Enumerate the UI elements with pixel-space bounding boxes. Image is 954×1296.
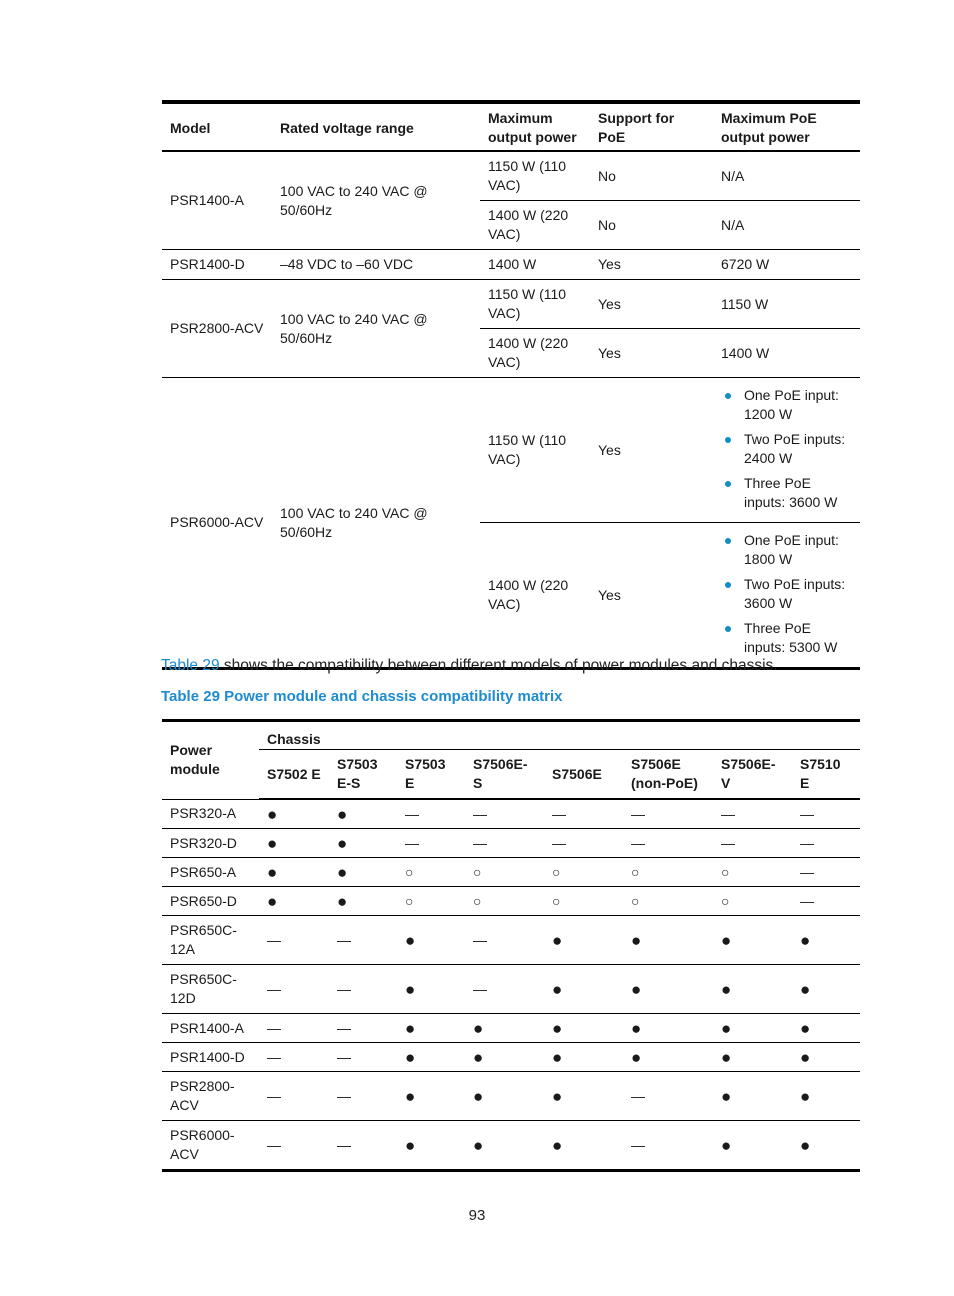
supported-mark: ● [792, 1072, 860, 1121]
power-module-cell: PSR1400-A [162, 1014, 259, 1043]
power-cell: 1400 W (220 VAC) [480, 329, 590, 378]
not-supported-mark: — [544, 829, 623, 858]
supported-mark: ● [465, 1014, 544, 1043]
supported-mark: ● [397, 1014, 465, 1043]
table-header-row [162, 750, 860, 800]
header-poe-support: Support for PoE [590, 102, 713, 151]
supported-mark: ● [259, 858, 329, 887]
supported-mark: ● [623, 1043, 713, 1072]
not-supported-mark: — [800, 805, 814, 822]
poe-cell: Yes [590, 280, 713, 329]
supported-mark: ● [329, 858, 397, 887]
partial-support-mark: ○ [544, 858, 623, 887]
not-supported-mark: — [473, 805, 487, 822]
supported-mark: ● [465, 1043, 544, 1072]
supported-mark: ● [397, 965, 465, 1014]
supported-mark: ● [397, 1121, 465, 1171]
not-supported-mark: — [329, 1014, 397, 1043]
not-supported-mark: — [465, 916, 544, 965]
table-row [162, 378, 860, 523]
header-chassis-model: S7510 E [792, 750, 860, 800]
model-cell: PSR1400-D [162, 250, 272, 280]
max-poe-list [721, 531, 852, 657]
power-cell: 1400 W (220 VAC) [480, 201, 590, 250]
header-chassis-model: S7506E-S [465, 750, 544, 800]
not-supported-mark: — [259, 965, 329, 1014]
not-supported-mark: — [405, 805, 419, 822]
model-cell: PSR2800-ACV [162, 280, 272, 378]
supported-mark: ● [544, 1121, 623, 1171]
not-supported-mark: — [259, 916, 329, 965]
table-row [162, 829, 860, 858]
header-chassis-model: S7506E (non-PoE) [623, 750, 713, 800]
max-poe-list [721, 386, 852, 512]
supported-mark: ● [544, 916, 623, 965]
header-output-power: Maximum output power [480, 102, 590, 151]
not-supported-mark: — [552, 805, 566, 822]
max-poe-cell: 1150 W [713, 280, 860, 329]
table-row [162, 965, 860, 1014]
not-supported-mark: — [397, 829, 465, 858]
voltage-cell: 100 VAC to 240 VAC @ 50/60Hz [272, 378, 480, 669]
supported-mark: ● [329, 829, 397, 858]
header-chassis-model: S7506E [544, 750, 623, 800]
table-row [162, 151, 860, 201]
not-supported-mark: — [713, 829, 792, 858]
table-row [162, 1043, 860, 1072]
max-poe-cell [713, 378, 860, 523]
supported-mark: ● [337, 804, 348, 824]
not-supported-mark: — [329, 965, 397, 1014]
supported-mark: ● [792, 1121, 860, 1171]
power-module-cell: PSR1400-D [162, 1043, 259, 1072]
power-module-specs-table [162, 100, 860, 670]
partial-support-mark: ○ [397, 858, 465, 887]
supported-mark: ● [713, 1043, 792, 1072]
power-cell: 1150 W (110 VAC) [480, 378, 590, 523]
power-module-cell: PSR2800-ACV [162, 1072, 259, 1121]
max-poe-cell: 1400 W [713, 329, 860, 378]
power-module-cell: PSR650C-12D [162, 965, 259, 1014]
partial-support-mark: ○ [713, 887, 792, 916]
body-paragraph [161, 657, 778, 675]
header-max-poe: Maximum PoE output power [713, 102, 860, 151]
header-chassis-model: S7503 E [397, 750, 465, 800]
supported-mark: ● [544, 1043, 623, 1072]
not-supported-mark: — [792, 829, 860, 858]
not-supported-mark: — [259, 1072, 329, 1121]
not-supported-mark: — [465, 829, 544, 858]
not-supported-mark: — [465, 965, 544, 1014]
supported-mark: ● [465, 1121, 544, 1171]
power-cell: 1400 W [480, 250, 590, 280]
table-row [162, 250, 860, 280]
not-supported-mark: — [721, 805, 735, 822]
supported-mark: ● [397, 1043, 465, 1072]
not-supported-mark: — [329, 1043, 397, 1072]
header-chassis-model: S7503 E-S [329, 750, 397, 800]
max-poe-cell: N/A [713, 201, 860, 250]
supported-mark: ● [465, 1072, 544, 1121]
supported-mark: ● [792, 1014, 860, 1043]
header-chassis: Chassis [259, 721, 860, 750]
supported-mark: ● [792, 965, 860, 1014]
list-item: Two PoE inputs: 3600 W [744, 575, 852, 613]
compatibility-matrix-table [162, 719, 860, 1172]
not-supported-mark: — [792, 858, 860, 887]
supported-mark: ● [397, 916, 465, 965]
partial-support-mark: ○ [623, 858, 713, 887]
table-row [162, 799, 860, 829]
header-chassis-model: S7506E-V [713, 750, 792, 800]
partial-support-mark: ○ [623, 887, 713, 916]
page-number: 93 [468, 1207, 486, 1224]
table-header-row [162, 721, 860, 750]
table-row [162, 1072, 860, 1121]
not-supported-mark: — [259, 1121, 329, 1171]
supported-mark: ● [623, 916, 713, 965]
max-poe-cell: N/A [721, 167, 745, 184]
supported-mark: ● [792, 916, 860, 965]
table-header-row [162, 102, 860, 151]
supported-mark: ● [623, 1014, 713, 1043]
partial-support-mark: ○ [465, 858, 544, 887]
supported-mark: ● [713, 1014, 792, 1043]
poe-cell: No [598, 167, 616, 184]
voltage-cell: 100 VAC to 240 VAC @ 50/60Hz [280, 182, 428, 218]
list-item: Three PoE inputs: 3600 W [744, 474, 852, 512]
supported-mark: ● [792, 1043, 860, 1072]
not-supported-mark: — [631, 805, 645, 822]
poe-cell: Yes [590, 250, 713, 280]
list-item: Two PoE inputs: 2400 W [744, 430, 852, 468]
partial-support-mark: ○ [465, 887, 544, 916]
supported-mark: ● [397, 1072, 465, 1121]
max-poe-cell [713, 523, 860, 669]
not-supported-mark: — [329, 1121, 397, 1171]
list-item: One PoE input: 1200 W [744, 386, 852, 424]
supported-mark: ● [259, 829, 329, 858]
supported-mark: ● [267, 804, 278, 824]
supported-mark: ● [329, 887, 397, 916]
poe-cell: Yes [590, 523, 713, 669]
power-cell: 1400 W (220 VAC) [480, 523, 590, 669]
list-item: One PoE input: 1800 W [744, 531, 852, 569]
poe-cell: Yes [590, 378, 713, 523]
supported-mark: ● [713, 916, 792, 965]
supported-mark: ● [259, 887, 329, 916]
supported-mark: ● [544, 1072, 623, 1121]
table-row [162, 858, 860, 887]
not-supported-mark: — [259, 1014, 329, 1043]
power-cell: 1150 W (110 VAC) [480, 280, 590, 329]
header-power-module: Power module [162, 721, 259, 800]
power-module-cell: PSR320-A [170, 805, 237, 822]
table-row [162, 280, 860, 329]
table-row [162, 887, 860, 916]
header-model: Model [162, 102, 272, 151]
power-module-cell: PSR6000-ACV [162, 1121, 259, 1171]
partial-support-mark: ○ [713, 858, 792, 887]
table-caption: Table 29 Power module and chassis compatibility matrix [161, 688, 563, 705]
table-reference-link[interactable]: Table 29 [161, 657, 220, 674]
not-supported-mark: — [623, 1121, 713, 1171]
not-supported-mark: — [792, 887, 860, 916]
model-cell: PSR1400-A [170, 192, 244, 208]
partial-support-mark: ○ [544, 887, 623, 916]
not-supported-mark: — [623, 829, 713, 858]
model-cell: PSR6000-ACV [162, 378, 272, 669]
not-supported-mark: — [259, 1043, 329, 1072]
power-cell: 1150 W (110 VAC) [488, 158, 567, 193]
not-supported-mark: — [329, 1072, 397, 1121]
voltage-cell: –48 VDC to –60 VDC [272, 250, 480, 280]
supported-mark: ● [713, 1072, 792, 1121]
supported-mark: ● [544, 1014, 623, 1043]
max-poe-cell: 6720 W [713, 250, 860, 280]
not-supported-mark: — [623, 1072, 713, 1121]
header-voltage: Rated voltage range [272, 102, 480, 151]
paragraph-text: shows the compatibility between different models of power modules and chassis. [219, 657, 778, 674]
header-chassis-model: S7502 E [259, 750, 329, 800]
poe-cell: No [590, 201, 713, 250]
poe-cell: Yes [590, 329, 713, 378]
power-module-cell: PSR650-A [162, 858, 259, 887]
power-module-cell: PSR650-D [162, 887, 259, 916]
not-supported-mark: — [329, 916, 397, 965]
supported-mark: ● [623, 965, 713, 1014]
table-row [162, 916, 860, 965]
supported-mark: ● [544, 965, 623, 1014]
supported-mark: ● [713, 965, 792, 1014]
supported-mark: ● [713, 1121, 792, 1171]
list-item: Three PoE inputs: 5300 W [744, 619, 852, 657]
table-row [162, 1014, 860, 1043]
table-row [162, 1121, 860, 1171]
partial-support-mark: ○ [397, 887, 465, 916]
voltage-cell: 100 VAC to 240 VAC @ 50/60Hz [272, 280, 480, 378]
power-module-cell: PSR650C-12A [162, 916, 259, 965]
power-module-cell: PSR320-D [162, 829, 259, 858]
